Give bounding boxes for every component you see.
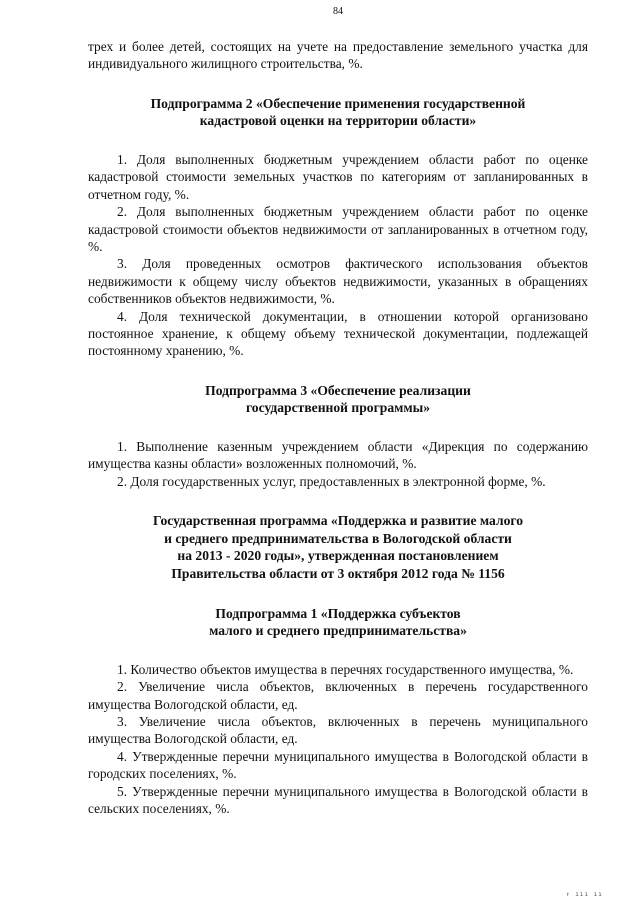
- document-page: [88, 0, 588, 905]
- subprogram-1-heading: [88, 605, 588, 640]
- subprogram-3-list: [88, 438, 588, 490]
- subprogram-1-list: [88, 661, 588, 818]
- heading-line: Подпрограмма 2 «Обеспечение применения государственной: [150, 95, 526, 111]
- heading-line: государственной программы»: [245, 400, 431, 416]
- scan-mark: ↑ ııı ıı: [566, 891, 603, 898]
- subprogram-2-heading: [88, 95, 588, 130]
- intro-paragraph: трех и более детей, состоящих на учете на предоставление земельного участка для индивидуального жилищного строительства, %.: [88, 39, 588, 72]
- heading-line: кадастровой оценки на территории области»: [199, 113, 477, 129]
- heading-line: Государственная программа «Поддержка и развитие малого: [152, 513, 524, 529]
- heading-line: на 2013 - 2020 годы», утвержденная постановлением: [177, 548, 499, 564]
- subprogram-2-list: [88, 151, 588, 360]
- heading-line: Подпрограмма 3 «Обеспечение реализации: [205, 382, 471, 398]
- list-item: 2. Доля выполненных бюджетным учреждением области работ по оценке кадастровой стоимости объектов недвижимости от запланированных в отчетном году, %.: [88, 204, 588, 255]
- heading-line: и среднего предпринимательства в Вологодской области: [164, 530, 512, 546]
- list-item: 2. Увеличение числа объектов, включенных в перечень государственного имущества Вологодской области, ед.: [88, 679, 588, 712]
- document-body: [88, 38, 588, 818]
- list-item: 2. Доля государственных услуг, предоставленных в электронной форме, %.: [117, 473, 546, 489]
- list-item: 1. Доля выполненных бюджетным учреждением области работ по оценке кадастровой стоимости земельных участков по категориям от запланированных в отчетном году, %.: [88, 152, 588, 202]
- list-item: 1. Выполнение казенным учреждением области «Дирекция по содержанию имущества казны области» возложенных полномочий, %.: [88, 439, 588, 472]
- list-item: 3. Увеличение числа объектов, включенных в перечень муниципального имущества Вологодской области, ед.: [88, 714, 588, 747]
- list-item: 4. Доля технической документации, в отношении которой организовано постоянное хранение, к общему объему технической документации, подлежащей постоянному хранению, %.: [88, 308, 588, 359]
- list-item: 4. Утвержденные перечни муниципального имущества в Вологодской области в городских поселениях, %.: [88, 748, 588, 782]
- list-item: 3. Доля проведенных осмотров фактического использования объектов недвижимости к общему числу объектов недвижимости, указанных в обращениях собственников объектов недвижимости, %.: [88, 256, 588, 307]
- state-program-heading: [88, 512, 588, 582]
- list-item: 5. Утвержденные перечни муниципального имущества в Вологодской области в сельских поселениях, %.: [88, 783, 588, 817]
- subprogram-3-heading: [88, 382, 588, 417]
- heading-line: Правительства области от 3 октября 2012 года № 1156: [171, 566, 505, 582]
- heading-line: Подпрограмма 1 «Поддержка субъектов: [215, 605, 461, 621]
- list-item: 1. Количество объектов имущества в перечнях государственного имущества, %.: [117, 661, 574, 677]
- heading-line: малого и среднего предпринимательства»: [209, 623, 467, 639]
- page-number: 84: [333, 6, 343, 17]
